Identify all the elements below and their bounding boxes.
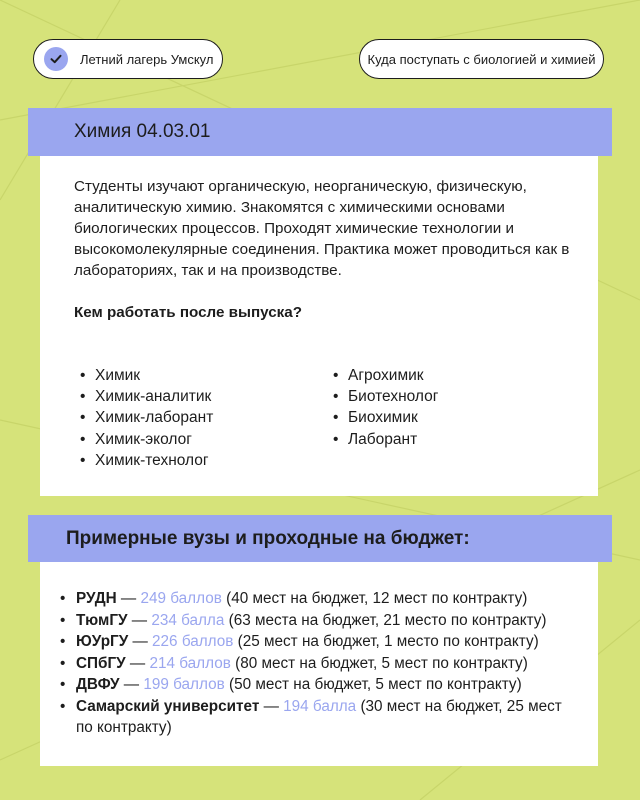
list-item: • Химик-технолог bbox=[80, 450, 213, 471]
jobs-list-right bbox=[333, 365, 438, 450]
list-item: • Химик-аналитик bbox=[80, 386, 213, 407]
list-item: • Химик bbox=[80, 365, 213, 386]
university-name: ЮУрГУ bbox=[76, 633, 129, 650]
jobs-heading: Кем работать после выпуска? bbox=[74, 304, 302, 321]
university-item: • СПбГУ — 214 баллов (80 мест на бюджет, 5 мест по контракту) bbox=[60, 653, 580, 675]
university-details: (50 мест на бюджет, 5 мест по контракту) bbox=[228, 676, 522, 693]
universities-list bbox=[60, 588, 580, 739]
list-item: • Агрохимик bbox=[333, 365, 438, 386]
university-name: Самарский университет bbox=[76, 697, 260, 715]
topic-label: Куда поступать с биологией и химией bbox=[367, 51, 596, 67]
summer-camp-label: Летний лагерь Умскул bbox=[80, 51, 214, 67]
university-details: (25 мест на бюджет, 1 место по контракту) bbox=[237, 633, 539, 650]
list-item: • Химик-эколог bbox=[80, 429, 213, 450]
university-score: 249 баллов bbox=[140, 590, 222, 607]
university-score: 234 балла bbox=[151, 611, 225, 629]
check-icon bbox=[44, 47, 68, 71]
university-name: ТюмГУ bbox=[76, 611, 128, 629]
program-title: Химия 04.03.01 bbox=[28, 108, 612, 156]
university-details: (40 мест на бюджет, 12 мест по контракту) bbox=[226, 590, 528, 607]
summer-camp-pill bbox=[33, 39, 223, 79]
universities-title: Примерные вузы и проходные на бюджет: bbox=[28, 515, 612, 562]
university-item: • ДВФУ — 199 баллов (50 мест на бюджет, 5 мест по контракту) bbox=[60, 674, 580, 696]
list-item: • Лаборант bbox=[333, 429, 438, 450]
university-score: 199 баллов bbox=[143, 676, 225, 693]
topic-pill bbox=[359, 39, 604, 79]
list-item: • Химик-лаборант bbox=[80, 407, 213, 428]
jobs-list-left bbox=[80, 365, 213, 471]
university-score: 214 баллов bbox=[149, 654, 231, 672]
university-details: (63 места на бюджет, 21 место по контракту) bbox=[228, 611, 547, 629]
university-details: (80 мест на бюджет, 5 мест по контракту) bbox=[235, 654, 528, 672]
university-item: • ЮУрГУ — 226 баллов (25 мест на бюджет, 1 место по контракту) bbox=[60, 631, 580, 653]
university-item: • ТюмГУ — 234 балла (63 места на бюджет, 21 место по контракту) bbox=[60, 610, 580, 632]
university-name: ДВФУ bbox=[76, 676, 120, 693]
university-score: 226 баллов bbox=[152, 633, 234, 650]
university-item: • Самарский университет — 194 балла (30 мест на бюджет, 25 мест по контракту) bbox=[60, 696, 580, 739]
university-item: • РУДН — 249 баллов (40 мест на бюджет, 12 мест по контракту) bbox=[60, 588, 580, 610]
list-item: • Биотехнолог bbox=[333, 386, 438, 407]
list-item: • Биохимик bbox=[333, 407, 438, 428]
university-details: (30 мест на бюджет, 25 мест по контракту) bbox=[76, 697, 562, 736]
university-name: СПбГУ bbox=[76, 654, 126, 672]
university-score: 194 балла bbox=[283, 697, 357, 715]
program-description: Студенты изучают органическую, неорганическую, физическую, аналитическую химию. Знакомятся с химическими основами биологических процессов. Проходят химические технологии и высокомолекулярные соединения. Практика может проводиться как в лабораториях, так и на производстве. bbox=[74, 178, 570, 279]
university-name: РУДН bbox=[76, 590, 117, 607]
